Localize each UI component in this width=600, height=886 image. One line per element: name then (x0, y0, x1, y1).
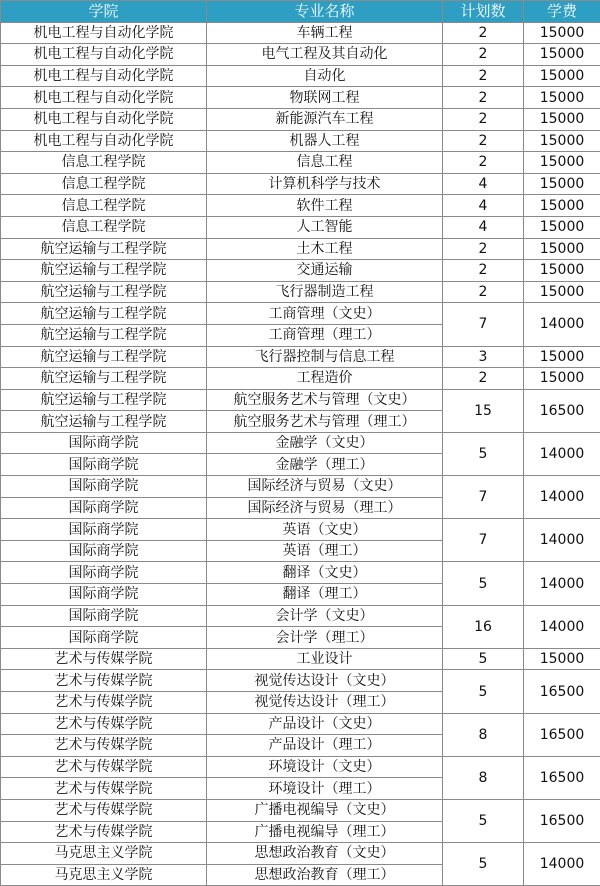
major-cell: 工商管理（文史） (207, 303, 443, 325)
college-cell: 国际商学院 (1, 562, 207, 584)
major-cell: 金融学（理工） (207, 454, 443, 476)
college-cell: 机电工程与自动化学院 (1, 65, 207, 87)
college-cell: 艺术与传媒学院 (1, 713, 207, 735)
fee-cell: 15000 (524, 22, 600, 44)
plan-cell: 5 (443, 562, 524, 605)
table-row (1, 476, 600, 498)
fee-cell: 16500 (524, 713, 600, 756)
plan-cell: 5 (443, 670, 524, 713)
fee-cell: 14000 (524, 519, 600, 562)
major-cell: 环境设计（理工） (207, 778, 443, 800)
major-cell: 英语（理工） (207, 540, 443, 562)
major-cell: 国际经济与贸易（文史） (207, 476, 443, 498)
major-cell: 翻译（理工） (207, 584, 443, 606)
table-row (1, 346, 600, 368)
plan-cell: 5 (443, 432, 524, 475)
major-cell: 信息工程 (207, 152, 443, 174)
major-cell: 翻译（文史） (207, 562, 443, 584)
major-cell: 航空服务艺术与管理（理工） (207, 411, 443, 433)
major-cell: 车辆工程 (207, 22, 443, 44)
college-cell: 航空运输与工程学院 (1, 346, 207, 368)
fee-cell: 14000 (524, 476, 600, 519)
college-cell: 机电工程与自动化学院 (1, 44, 207, 66)
header-plan: 计划数 (443, 1, 524, 23)
plan-cell: 4 (443, 173, 524, 195)
college-cell: 艺术与传媒学院 (1, 648, 207, 670)
major-cell: 环境设计（文史） (207, 756, 443, 778)
college-cell: 艺术与传媒学院 (1, 799, 207, 821)
table-row (1, 670, 600, 692)
plan-cell: 7 (443, 519, 524, 562)
major-cell: 土木工程 (207, 238, 443, 260)
major-cell: 计算机科学与技术 (207, 173, 443, 195)
college-cell: 航空运输与工程学院 (1, 368, 207, 390)
fee-cell: 15000 (524, 281, 600, 303)
plan-cell: 16 (443, 605, 524, 648)
table-row (1, 44, 600, 66)
table-row (1, 389, 600, 411)
table-row (1, 648, 600, 670)
major-cell: 飞行器制造工程 (207, 281, 443, 303)
fee-cell: 15000 (524, 130, 600, 152)
table-body (1, 22, 600, 886)
fee-cell: 14000 (524, 562, 600, 605)
table-row (1, 260, 600, 282)
major-cell: 工业设计 (207, 648, 443, 670)
fee-cell: 15000 (524, 260, 600, 282)
major-cell: 产品设计（理工） (207, 735, 443, 757)
college-cell: 国际商学院 (1, 476, 207, 498)
plan-cell: 2 (443, 238, 524, 260)
plan-cell: 8 (443, 756, 524, 799)
table-row (1, 519, 600, 541)
major-cell: 人工智能 (207, 216, 443, 238)
major-cell: 视觉传达设计（理工） (207, 692, 443, 714)
plan-cell: 5 (443, 648, 524, 670)
college-cell: 艺术与传媒学院 (1, 670, 207, 692)
college-cell: 机电工程与自动化学院 (1, 108, 207, 130)
fee-cell: 15000 (524, 238, 600, 260)
plan-cell: 2 (443, 281, 524, 303)
plan-cell: 5 (443, 843, 524, 886)
table-row (1, 87, 600, 109)
plan-cell: 15 (443, 389, 524, 432)
table-row (1, 843, 600, 865)
plan-cell: 5 (443, 799, 524, 842)
college-cell: 国际商学院 (1, 627, 207, 649)
fee-cell: 15000 (524, 65, 600, 87)
fee-cell: 16500 (524, 670, 600, 713)
plan-cell: 2 (443, 260, 524, 282)
table-row (1, 108, 600, 130)
fee-cell: 15000 (524, 108, 600, 130)
major-cell: 视觉传达设计（文史） (207, 670, 443, 692)
major-cell: 金融学（文史） (207, 432, 443, 454)
plan-cell: 2 (443, 152, 524, 174)
fee-cell: 15000 (524, 216, 600, 238)
major-cell: 电气工程及其自动化 (207, 44, 443, 66)
plan-cell: 2 (443, 65, 524, 87)
table-row (1, 238, 600, 260)
college-cell: 信息工程学院 (1, 152, 207, 174)
header-college: 学院 (1, 1, 207, 23)
table-row (1, 216, 600, 238)
major-cell: 工程造价 (207, 368, 443, 390)
plan-cell: 2 (443, 44, 524, 66)
table-row (1, 713, 600, 735)
table-row (1, 368, 600, 390)
fee-cell: 15000 (524, 44, 600, 66)
fee-cell: 15000 (524, 152, 600, 174)
major-cell: 广播电视编导（理工） (207, 821, 443, 843)
major-cell: 软件工程 (207, 195, 443, 217)
plan-cell: 3 (443, 346, 524, 368)
college-cell: 艺术与传媒学院 (1, 692, 207, 714)
major-cell: 物联网工程 (207, 87, 443, 109)
college-cell: 航空运输与工程学院 (1, 389, 207, 411)
plan-cell: 4 (443, 195, 524, 217)
table-row (1, 562, 600, 584)
major-cell: 思想政治教育（理工） (207, 864, 443, 886)
header-major: 专业名称 (207, 1, 443, 23)
plan-cell: 2 (443, 368, 524, 390)
major-cell: 思想政治教育（文史） (207, 843, 443, 865)
college-cell: 航空运输与工程学院 (1, 260, 207, 282)
major-cell: 新能源汽车工程 (207, 108, 443, 130)
table-row (1, 173, 600, 195)
plan-cell: 7 (443, 476, 524, 519)
college-cell: 国际商学院 (1, 432, 207, 454)
table-row (1, 605, 600, 627)
major-cell: 产品设计（文史） (207, 713, 443, 735)
fee-cell: 15000 (524, 346, 600, 368)
college-cell: 国际商学院 (1, 454, 207, 476)
college-cell: 机电工程与自动化学院 (1, 22, 207, 44)
fee-cell: 15000 (524, 368, 600, 390)
major-cell: 交通运输 (207, 260, 443, 282)
fee-cell: 15000 (524, 87, 600, 109)
fee-cell: 15000 (524, 195, 600, 217)
college-cell: 信息工程学院 (1, 195, 207, 217)
fee-cell: 14000 (524, 843, 600, 886)
table-row (1, 281, 600, 303)
header-fee: 学费 (524, 1, 600, 23)
table-row (1, 65, 600, 87)
college-cell: 机电工程与自动化学院 (1, 130, 207, 152)
college-cell: 航空运输与工程学院 (1, 324, 207, 346)
college-cell: 国际商学院 (1, 584, 207, 606)
fee-cell: 14000 (524, 432, 600, 475)
college-cell: 艺术与传媒学院 (1, 735, 207, 757)
major-cell: 工商管理（理工） (207, 324, 443, 346)
college-cell: 航空运输与工程学院 (1, 411, 207, 433)
major-cell: 航空服务艺术与管理（文史） (207, 389, 443, 411)
table-row (1, 152, 600, 174)
plan-cell: 7 (443, 303, 524, 346)
major-cell: 会计学（文史） (207, 605, 443, 627)
college-cell: 航空运输与工程学院 (1, 303, 207, 325)
header-row (1, 1, 600, 23)
table-row (1, 756, 600, 778)
major-cell: 飞行器控制与信息工程 (207, 346, 443, 368)
fee-cell: 15000 (524, 173, 600, 195)
major-cell: 机器人工程 (207, 130, 443, 152)
plan-cell: 4 (443, 216, 524, 238)
table-row (1, 195, 600, 217)
table-row (1, 22, 600, 44)
table-row (1, 432, 600, 454)
plan-cell: 2 (443, 87, 524, 109)
fee-cell: 16500 (524, 799, 600, 842)
college-cell: 信息工程学院 (1, 216, 207, 238)
college-cell: 国际商学院 (1, 497, 207, 519)
college-cell: 艺术与传媒学院 (1, 756, 207, 778)
college-cell: 艺术与传媒学院 (1, 821, 207, 843)
major-cell: 国际经济与贸易（理工） (207, 497, 443, 519)
college-cell: 航空运输与工程学院 (1, 238, 207, 260)
table-row (1, 799, 600, 821)
table-header (1, 1, 600, 23)
fee-cell: 15000 (524, 648, 600, 670)
fee-cell: 16500 (524, 756, 600, 799)
major-cell: 英语（文史） (207, 519, 443, 541)
college-cell: 国际商学院 (1, 540, 207, 562)
college-cell: 马克思主义学院 (1, 864, 207, 886)
major-cell: 广播电视编导（文史） (207, 799, 443, 821)
major-cell: 会计学（理工） (207, 627, 443, 649)
table-row (1, 130, 600, 152)
college-cell: 机电工程与自动化学院 (1, 87, 207, 109)
table-row (1, 303, 600, 325)
plan-cell: 2 (443, 108, 524, 130)
plan-cell: 2 (443, 130, 524, 152)
plan-cell: 2 (443, 22, 524, 44)
plan-cell: 8 (443, 713, 524, 756)
college-cell: 航空运输与工程学院 (1, 281, 207, 303)
fee-cell: 14000 (524, 303, 600, 346)
fee-cell: 14000 (524, 605, 600, 648)
college-cell: 国际商学院 (1, 519, 207, 541)
major-cell: 自动化 (207, 65, 443, 87)
fee-cell: 16500 (524, 389, 600, 432)
college-cell: 信息工程学院 (1, 173, 207, 195)
college-cell: 艺术与传媒学院 (1, 778, 207, 800)
college-cell: 国际商学院 (1, 605, 207, 627)
college-cell: 马克思主义学院 (1, 843, 207, 865)
